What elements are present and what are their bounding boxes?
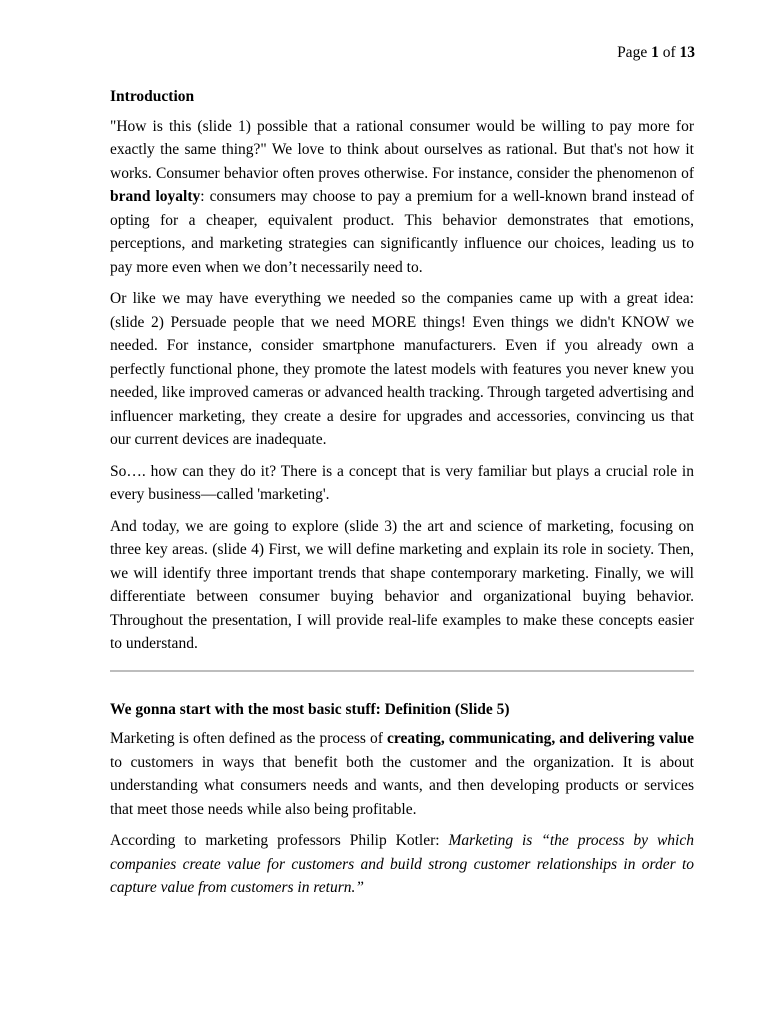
page-of-word: of — [662, 44, 676, 61]
intro-paragraph-1 — [110, 115, 694, 280]
intro-paragraph-3: So…. how can they do it? There is a concept that is very familiar but plays a crucial role in every business—called 'marketing'. — [110, 462, 694, 503]
definition-paragraph-1 — [110, 727, 694, 821]
definition-p1-text-start: Marketing is often defined as the process of — [110, 730, 387, 747]
definition-paragraph-2 — [110, 829, 694, 900]
current-page-number: 1 — [651, 44, 659, 61]
intro-paragraph-2: Or like we may have everything we needed so the companies came up with a great idea: (slide 2) Persuade people that we need MORE things! Even things we didn't KNOW we needed. For instance, consider smartphone manufacturers. Even if you already own a perfectly functional phone, they promote the latest models with features you never knew you needed, like improved cameras or advanced health tracking. Through targeted advertising and influencer marketing, they create a desire for upgrades and accessories, convincing us that our current devices are inadequate. — [110, 290, 694, 448]
definition-heading: We gonna start with the most basic stuff: Definition (Slide 5) — [110, 700, 510, 718]
intro-paragraph-4: And today, we are going to explore (slide 3) the art and science of marketing, focusing on three key areas. (slide 4) First, we will define marketing and explain its role in society. Then, we will identify three important trends that shape contemporary marketing. Finally, we will differentiate between consumer buying behavior and organizational buying behavior. Throughout the presentation, I will provide real-life examples to make these concepts easier to understand. — [110, 517, 694, 652]
document-body — [110, 85, 694, 908]
kotler-intro-text: According to marketing professors Philip Kotler: — [110, 832, 449, 849]
definition-p1-text-end: to customers in ways that benefit both the customer and the organization. It is about understanding what consumers needs and wants, and then developing products or services that meet those needs while also being profitable. — [110, 753, 694, 818]
intro-p1-text-end: : consumers may choose to pay a premium for a well-known brand instead of opting for a cheaper, equivalent product. This behavior demonstrates that emotions, perceptions, and marketing strategies can significantly influence our choices, leading us to pay more even when we don’t necessarily need to. — [110, 188, 695, 276]
brand-loyalty-term: brand loyalty — [110, 188, 201, 205]
page-number — [617, 42, 695, 64]
total-pages-number: 13 — [679, 44, 695, 61]
introduction-heading: Introduction — [110, 88, 195, 105]
definition-key-phrase: creating, communicating, and delivering value — [386, 730, 694, 747]
section-divider — [110, 670, 694, 672]
kotler-quote: Marketing is “the process by which companies create value for customers and build strong customer relationships in order to capture value from customers in return.” — [110, 832, 694, 896]
page-word: Page — [617, 44, 648, 61]
intro-p1-text-start: "How is this (slide 1) possible that a rational consumer would be willing to pay more for exactly the same thing?" We love to think about ourselves as rational. But that's not how it works. Consumer behavior often proves otherwise. For instance, consider the phenomenon of — [110, 117, 694, 182]
